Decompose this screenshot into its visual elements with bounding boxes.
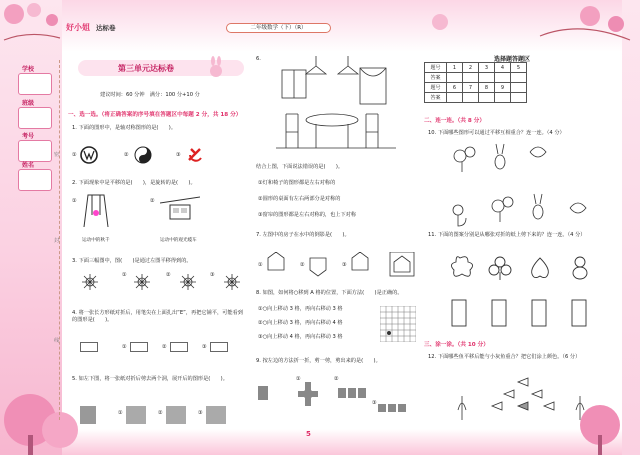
name-label: 姓名 xyxy=(22,162,35,169)
answer-table-num: 8 xyxy=(479,83,495,93)
q2-caption-2: 运动中的观光缆车 xyxy=(160,238,197,243)
answer-table-num: 2 xyxy=(463,63,479,73)
q5-paper-image xyxy=(80,406,96,424)
series-label: 达标卷 xyxy=(96,24,116,32)
q6-number: 6. xyxy=(256,56,261,62)
right-band xyxy=(622,0,640,455)
answer-table-num: 1 xyxy=(447,63,463,73)
answer-cell[interactable] xyxy=(511,73,527,83)
binding-char-1: 密 xyxy=(54,152,60,158)
class-label: 班级 xyxy=(22,100,35,107)
footer-band xyxy=(0,429,640,455)
school-field[interactable] xyxy=(18,73,52,95)
binding-char-2: 封 xyxy=(54,238,60,244)
q5-option-2-image xyxy=(166,406,186,424)
q2-text: 2. 下面现象中是平移的是( )，是旋转的是( )。 xyxy=(72,180,196,186)
answer-cell[interactable] xyxy=(463,73,479,83)
q5-opt-2: ② xyxy=(158,410,163,416)
q5-opt-3: ③ xyxy=(198,410,203,416)
class-field[interactable] xyxy=(18,107,52,129)
answer-cell[interactable] xyxy=(447,93,463,103)
q4-option-2-image xyxy=(170,342,188,352)
time-score: 建议时间：60 分钟 满分：100 分+10 分 xyxy=(100,92,200,98)
answer-table-header: 题号 xyxy=(425,83,447,93)
q2-caption-1: 运动中的秋千 xyxy=(82,238,110,243)
room-scene-icon xyxy=(276,54,396,154)
paper-title: 第三单元达标卷 xyxy=(118,64,174,73)
subject-label: 二年级数学（下）（R） xyxy=(226,23,331,33)
vw-logo-icon xyxy=(80,146,98,164)
top-left-flowers-icon xyxy=(0,0,110,50)
section2-heading: 二、连一连。（共 8 分） xyxy=(424,118,485,124)
q1-opt-2: ② xyxy=(124,152,129,158)
q9-opt-3: ③ xyxy=(372,400,377,406)
q11-text: 11. 下面的图案分别是从哪张对折的纸上剪下来的？连一连。（4 分） xyxy=(428,232,586,238)
cable-car-icon xyxy=(160,195,200,229)
top-right-flowers-icon xyxy=(420,0,640,48)
q7-opt-3: ③ xyxy=(342,262,347,268)
q3-opt-1: ① xyxy=(122,272,127,278)
q5-opt-1: ① xyxy=(118,410,123,416)
q5-option-3-image xyxy=(206,406,226,424)
answer-cell[interactable] xyxy=(479,93,495,103)
q12-text: 12. 下面哪些鱼平移后能与小灰鱼重合？把它们涂上颜色。（6 分） xyxy=(428,354,581,360)
binding-char-3: 线 xyxy=(54,338,60,344)
answer-table-num: 5 xyxy=(511,63,527,73)
answer-cell[interactable] xyxy=(495,93,511,103)
q10-text: 10. 下面哪些图形可以通过平移互相重合？连一连。（4 分） xyxy=(428,130,565,136)
q6-opt-2: ②圆形的桌面有左右两部分是对称的 xyxy=(258,196,341,202)
yinyang-icon xyxy=(134,146,152,164)
q4-option-3-image xyxy=(210,342,228,352)
answer-table-header: 答案 xyxy=(425,73,447,83)
answer-table-num: 4 xyxy=(495,63,511,73)
q8-opt-3: ③○向上移动 4 格，再向右移动 3 格 xyxy=(258,334,343,340)
q9-opt-2: ② xyxy=(334,376,339,382)
q8-opt-2: ②○向上移动 3 格，再向右移动 4 格 xyxy=(258,320,343,326)
q4-option-1-image xyxy=(130,342,148,352)
answer-cell[interactable] xyxy=(463,93,479,103)
q7-opt-2: ② xyxy=(300,262,305,268)
q7-opt-1: ① xyxy=(258,262,263,268)
q1-text: 1. 下面的图形中，是轴对称图形的是( )。 xyxy=(72,125,177,131)
q7-text: 7. 左图中的房子在水中的倒影是( )。 xyxy=(256,232,350,238)
answer-area-title: 选择题答题区 xyxy=(494,56,531,63)
q9-text: 9. 按左边的方法折一折，剪一剪，剪出来的是( )。 xyxy=(256,358,381,364)
q1-opt-3: ③ xyxy=(176,152,181,158)
q3-opt-2: ② xyxy=(166,272,171,278)
q6-opt-3: ③窗帘的图形都是左右对称的，也上下对称 xyxy=(258,212,357,218)
answer-table-header: 题号 xyxy=(425,63,447,73)
q4-opt-2: ② xyxy=(162,344,167,350)
q4-opt-3: ③ xyxy=(202,344,207,350)
answer-cell[interactable] xyxy=(495,73,511,83)
q3-flowers-icon xyxy=(76,272,246,294)
q5-text: 5. 如左下图，将一张纸对折后剪去两个洞，展开后的图形是( )。 xyxy=(72,376,228,382)
q4-fold-image xyxy=(80,342,98,352)
q7-houses-icon xyxy=(258,252,418,278)
q6-text: 结合上图，下面说法错误的是( )。 xyxy=(256,164,344,170)
q5-option-1-image xyxy=(126,406,146,424)
hammer-sickle-icon xyxy=(186,146,204,164)
q2-opt-1: ① xyxy=(72,198,77,204)
q2-opt-2: ② xyxy=(150,198,155,204)
answer-table-num: 7 xyxy=(463,83,479,93)
q1-opt-1: ① xyxy=(72,152,77,158)
q3-text: 3. 下面三幅图中，图( )是通过左图平移得到的。 xyxy=(72,258,192,264)
q8-text: 8. 如图，如何将○移到 A 格的位置，下面方法( )是正确的。 xyxy=(256,290,403,296)
school-label: 学校 xyxy=(22,66,35,73)
q12-fish-icon xyxy=(448,376,598,426)
q10-pictures-icon xyxy=(448,142,598,232)
name-field[interactable] xyxy=(18,169,52,191)
page-number: 5 xyxy=(306,430,311,438)
q9-opt-1: ① xyxy=(296,376,301,382)
q3-opt-3: ③ xyxy=(210,272,215,278)
answer-cell[interactable] xyxy=(447,73,463,83)
exam-no-field[interactable] xyxy=(18,140,52,162)
q6-opt-1: ①灯和椅子的图形都是左右对称的 xyxy=(258,180,336,186)
answer-table xyxy=(424,62,527,103)
answer-table-header: 答案 xyxy=(425,93,447,103)
q8-grid-icon xyxy=(380,306,416,342)
bottom-left-tree-icon xyxy=(0,380,90,455)
answer-cell[interactable] xyxy=(479,73,495,83)
brand-logo: 好小姐 xyxy=(66,23,90,32)
rabbit-icon xyxy=(206,56,226,78)
q8-opt-1: ①○向上移动 3 格，再向右移动 3 格 xyxy=(258,306,343,312)
answer-table-num: 3 xyxy=(479,63,495,73)
q11-shapes-icon xyxy=(448,254,598,334)
section3-heading: 三、涂一涂。（共 10 分） xyxy=(424,342,489,348)
q4-text: 4. 将一张长方形纸对折后，用笔尖在上面扎出“E”，再把它铺平，可能看到的图形是( )。 xyxy=(72,310,243,324)
answer-table-num: 6 xyxy=(447,83,463,93)
q4-opt-1: ① xyxy=(122,344,127,350)
section1-heading: 一、选一选。（将正确答案的序号填在答题区中每题 2 分，共 18 分） xyxy=(68,112,242,118)
swing-icon xyxy=(80,193,110,229)
exam-no-label: 考号 xyxy=(22,133,35,140)
answer-table-num: 9 xyxy=(495,83,511,93)
